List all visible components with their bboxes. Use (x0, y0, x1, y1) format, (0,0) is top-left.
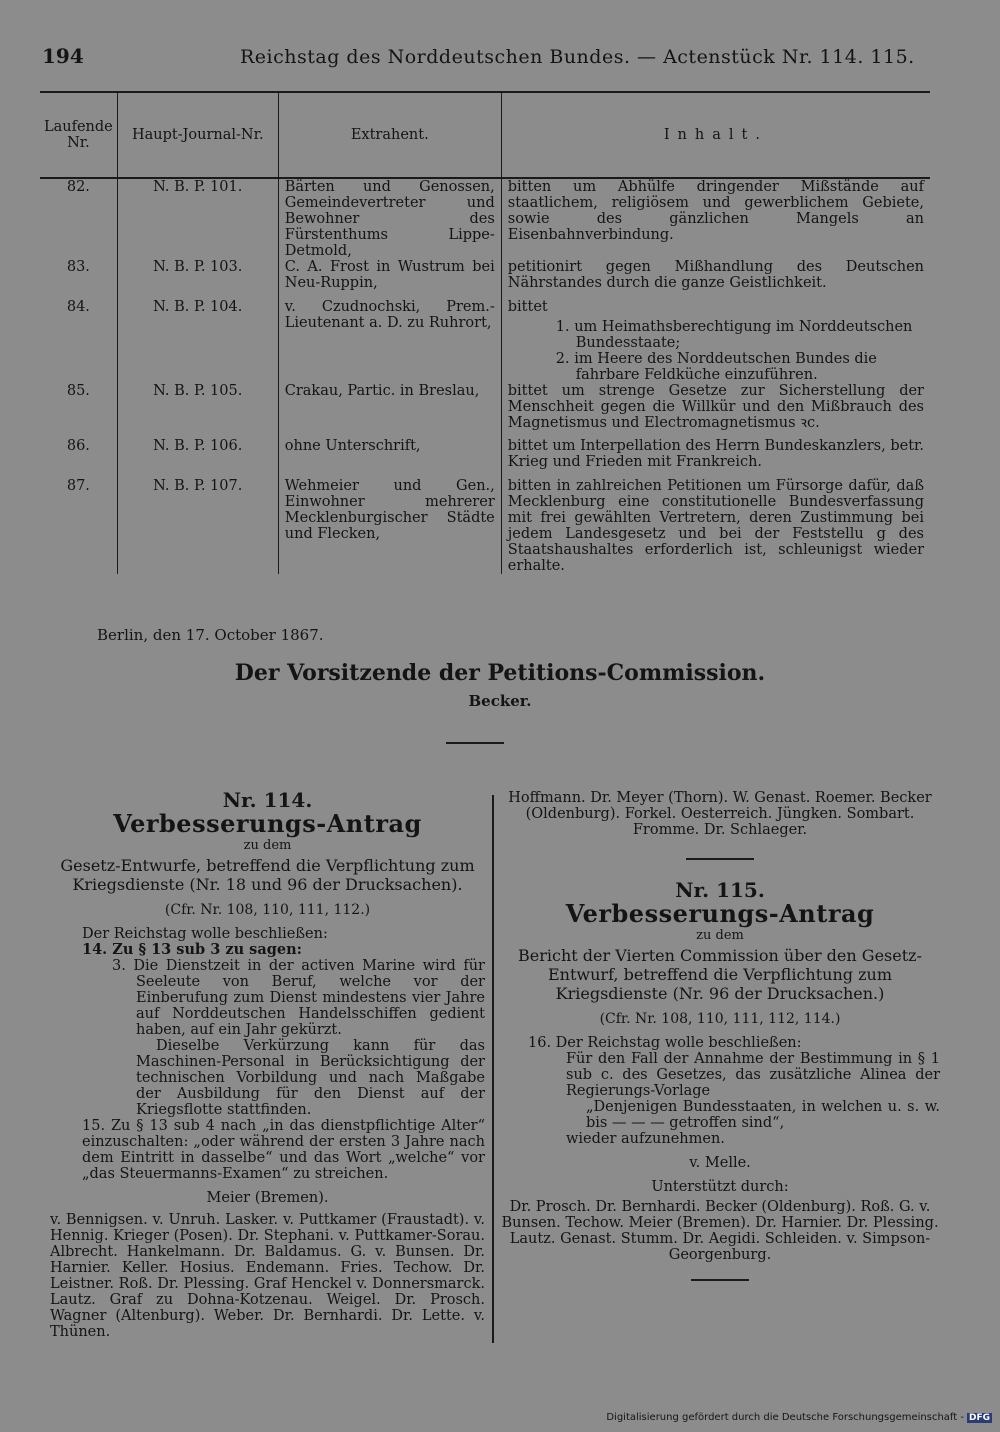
row-extrahent: Wehmeier und Gen., Einwohner mehrerer Mecklenburgischer Städte und Flecken, (278, 478, 501, 574)
row-extrahent: Crakau, Partic. in Breslau, (278, 383, 501, 438)
motion-16-quote: „Denjenigen Bundesstaaten, in welchen u. s. w. bis — — — getroffen sind“, (586, 1099, 940, 1131)
motion-14-text2: Dieselbe Verkürzung kann für das Maschinen-Personal in Berücksichtigung der technischen Vorbildung und nach Maßgabe der Ausbildung für den Dienst auf der Kriegsflotte stattfinden. (136, 1038, 485, 1118)
row-inhalt (501, 299, 930, 383)
row-nr: 86. (66, 438, 90, 454)
document-115 (500, 790, 940, 1281)
page-header (40, 44, 960, 74)
row-inhalt-intro: bittet (507, 299, 548, 315)
document-114 (50, 790, 485, 1340)
petition-table (40, 93, 930, 574)
row-extrahent: C. A. Frost in Wustrum bei Neu-Ruppin, (278, 259, 501, 299)
doc-author: Meier (Bremen). (206, 1190, 329, 1206)
doc-supporters: Dr. Prosch. Dr. Bernhardi. Becker (Oldenburg). Roß. G. v. Bunsen. Techow. Meier (Bremen). Dr. Harnier. Dr. Plessing. Lautz. Genast. Stumm. Dr. Aegidi. Schleiden. v. Simpson-Georgenburg. (501, 1199, 939, 1263)
list-item: 2. im Heere des Norddeutschen Bundes die fahrbare Feldküche einzuführen. (555, 351, 877, 383)
doc-title: Verbesserungs-Antrag (565, 899, 875, 928)
row-journal: N. B. P. 104. (117, 299, 278, 383)
col-header-inhalt: Inhalt. (501, 93, 930, 178)
motion-16-wieder: wieder aufzunehmen. (566, 1131, 725, 1147)
table-row (40, 178, 930, 259)
row-extrahent: Bärten und Genossen, Gemeindevertreter und Bewohner des Fürstenthums Lippe-Detmold, (278, 178, 501, 259)
motion-15: 15. Zu § 13 sub 4 nach „in das dienstpflichtige Alter“ einzuschalten: „oder während der ersten 3 Jahre nach dem Eintritt in dasselbe“ und das Wort „welche“ vor „das Steuermanns-Examen“ zu streichen. (82, 1118, 485, 1182)
row-journal: N. B. P. 105. (117, 383, 278, 438)
doc-number: Nr. 114. (222, 788, 313, 812)
col-header-extrahent: Extrahent. (278, 93, 501, 178)
continued-supporters: Hoffmann. Dr. Meyer (Thorn). W. Genast. Roemer. Becker (Oldenburg). Forkel. Oesterreich. Jüngken. Sombart. Fromme. Dr. Schlaeger. (508, 790, 932, 838)
row-nr: 84. (66, 299, 90, 315)
footer-text: Digitalisierung gefördert durch die Deutsche Forschungsgemeinschaft - (606, 1412, 964, 1423)
col-header-nr: Laufende Nr. (40, 93, 117, 178)
supported-by: Unterstützt durch: (651, 1179, 789, 1195)
table-row (40, 438, 930, 478)
motion-16: 16. Der Reichstag wolle beschließen: (528, 1035, 802, 1051)
motion-16-text: Für den Fall der Annahme der Bestimmung in § 1 sub c. des Gesetzes, das zusätzliche Alinea der Regierungs-Vorlage (566, 1051, 940, 1099)
zu-dem: zu dem (696, 928, 744, 943)
doc-supporters: v. Bennigsen. v. Unruh. Lasker. v. Puttkamer (Fraustadt). v. Hennig. Krieger (Posen). Dr. Stephani. v. Puttkamer-Sorau. Albrecht. Hankelmann. Dr. Baldamus. G. v. Bunsen. Dr. Harnier. Keller. Hosius. Endemann. Fries. Techow. Dr. Leistner. Roß. Dr. Plessing. Graf Henckel v. Donnersmarck. Lautz. Graf zu Dohna-Kotzenau. Weigel. Dr. Prosch. Wagner (Altenburg). Weber. Dr. Bernhardi. Dr. Lette. v. Thünen. (50, 1212, 485, 1340)
column-divider (492, 795, 494, 1343)
motion-14: 14. Zu § 13 sub 3 zu sagen: (82, 941, 302, 958)
row-extrahent: ohne Unterschrift, (278, 438, 501, 478)
table-row (40, 478, 930, 574)
row-journal: N. B. P. 101. (117, 178, 278, 259)
list-item: 1. um Heimathsberechtigung im Norddeutschen Bundesstaate; (555, 319, 913, 351)
dfg-logo: DFG (968, 1413, 990, 1423)
row-inhalt: bittet um strenge Gesetze zur Sicherstellung der Menschheit gegen die Willkür und den Mißbrauch des Magnetismus und Electromagnetismus ꝛc. (501, 383, 930, 438)
doc-cfr: (Cfr. Nr. 108, 110, 111, 112, 114.) (599, 1011, 841, 1027)
row-inhalt: bittet um Interpellation des Herrn Bundeskanzlers, betr. Krieg und Frieden mit Frankreich. (501, 438, 930, 478)
doc-subject: Gesetz-Entwurfe, betreffend die Verpflichtung zum Kriegsdienste (Nr. 18 und 96 der Drucksachen). (60, 856, 475, 894)
section-divider (686, 858, 754, 860)
row-journal: N. B. P. 106. (117, 438, 278, 478)
signature-name: Becker. (468, 692, 532, 710)
table-row (40, 259, 930, 299)
signature-title: Der Vorsitzende der Petitions-Commission. (234, 660, 766, 686)
row-inhalt: bitten in zahlreichen Petitionen um Fürsorge dafür, daß Mecklenburg eine constitutionelle Bundesverfassung mit frei gewählten Vertretern, deren Zustimmung bei jedem Landesgesetz und bei der Feststellu g des Staatshaushaltes erforderlich ist, schleunigst wieder erhalte. (501, 478, 930, 574)
place-date: Berlin, den 17. October 1867. (97, 626, 324, 644)
motion-14-text: 3. Die Dienstzeit in der activen Marine wird für Seeleute von Beruf, welche vor der Einberufung zum Dienst mindestens vier Jahre auf Norddeutschen Handelsschiffen gedient haben, auf ein Jahr gekürzt. (112, 958, 485, 1038)
row-inhalt: petitionirt gegen Mißhandlung des Deutschen Nährstandes durch die ganze Geistlichkeit. (501, 259, 930, 299)
page-number: 194 (42, 44, 84, 68)
row-nr: 82. (66, 179, 90, 195)
footer (606, 1412, 992, 1423)
row-journal: N. B. P. 107. (117, 478, 278, 574)
running-title: Reichstag des Norddeutschen Bundes. — Actenstück Nr. 114. 115. (240, 46, 915, 68)
table-header-row (40, 93, 930, 178)
row-journal: N. B. P. 103. (117, 259, 278, 299)
table-row (40, 383, 930, 438)
row-nr: 83. (66, 259, 90, 275)
table-row (40, 299, 930, 383)
doc-cfr: (Cfr. Nr. 108, 110, 111, 112.) (164, 902, 371, 918)
end-divider (691, 1279, 749, 1281)
row-inhalt: bitten um Abhülfe dringender Mißstände auf staatlichem, religiösem und gewerblichem Gebiete, sowie des gänzlichen Mangels an Eisenbahnverbindung. (501, 178, 930, 259)
row-nr: 85. (66, 383, 90, 399)
row-extrahent: v. Czudnochski, Prem.-Lieutenant a. D. zu Ruhrort, (278, 299, 501, 383)
doc-author: v. Melle. (689, 1155, 751, 1171)
doc-title: Verbesserungs-Antrag (113, 809, 422, 838)
zu-dem: zu dem (243, 838, 292, 853)
col-header-journal: Haupt-Journal-Nr. (117, 93, 278, 178)
doc-number: Nr. 115. (675, 878, 765, 902)
doc-subject: Bericht der Vierten Commission über den Gesetz-Entwurf, betreffend die Verpflichtung zum Kriegsdienste (Nr. 96 der Drucksachen.) (518, 946, 922, 1003)
row-nr: 87. (66, 478, 90, 494)
motion-intro: Der Reichstag wolle beschließen: (82, 926, 328, 942)
section-divider (446, 742, 504, 744)
